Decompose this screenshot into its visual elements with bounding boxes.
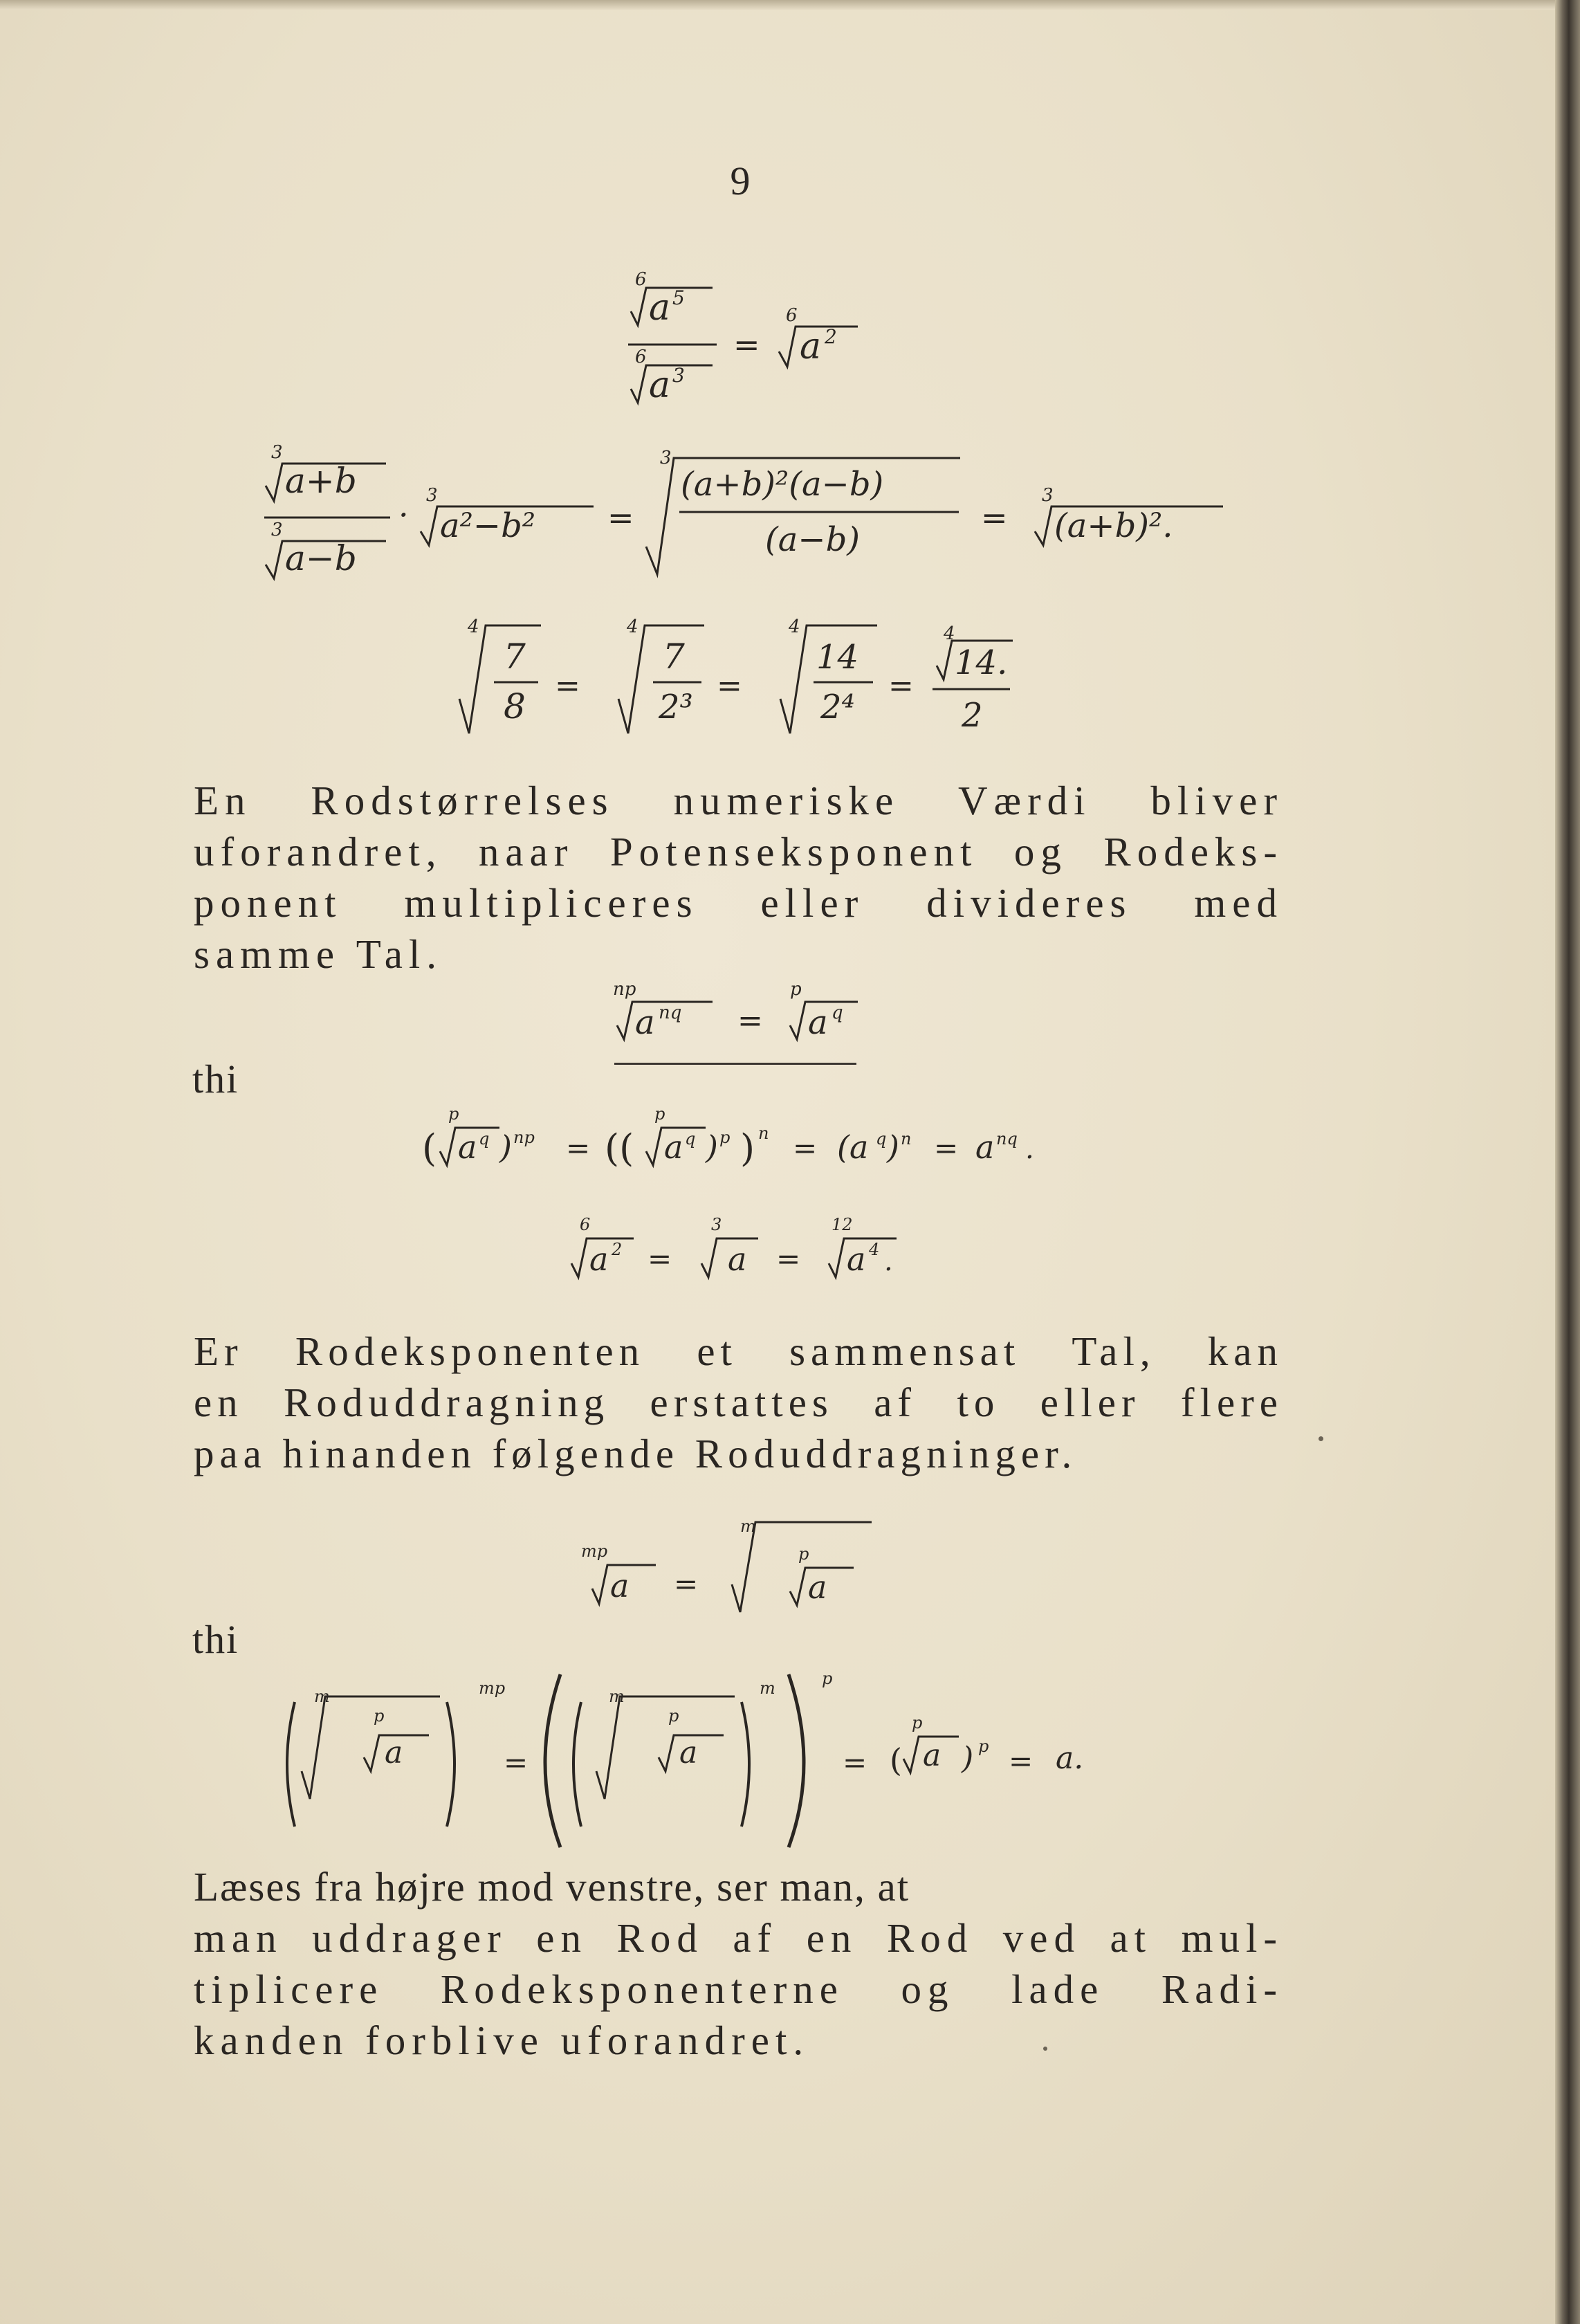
text-line: Læses fra højre mod venstre, ser man, at bbox=[194, 1864, 910, 1910]
svg-text:a: a bbox=[800, 326, 822, 367]
svg-text:a: a bbox=[610, 1567, 630, 1604]
text-line: kanden forblive uforandret. bbox=[194, 2018, 810, 2063]
svg-text:a: a bbox=[458, 1128, 477, 1166]
text-line: uforandret, naar Potenseksponent og Rodeks- bbox=[194, 829, 1283, 875]
text-line: samme Tal. bbox=[194, 931, 443, 977]
svg-text:=: = bbox=[555, 668, 580, 704]
svg-text:): ) bbox=[887, 1128, 899, 1166]
svg-text:3: 3 bbox=[271, 520, 283, 540]
svg-text:=: = bbox=[1009, 1744, 1034, 1778]
svg-text:np: np bbox=[513, 1128, 535, 1147]
svg-text:7: 7 bbox=[663, 637, 685, 677]
svg-text:=: = bbox=[793, 1131, 818, 1165]
svg-text:p: p bbox=[822, 1669, 833, 1688]
svg-text:p: p bbox=[790, 979, 802, 1000]
svg-text:((: (( bbox=[605, 1126, 634, 1170]
svg-text:2: 2 bbox=[962, 696, 983, 735]
svg-text:=: = bbox=[737, 1003, 763, 1039]
text-line: tiplicere Rodeksponenterne og lade Radi- bbox=[194, 1966, 1283, 2012]
svg-text:4: 4 bbox=[789, 616, 800, 637]
page-top-edge bbox=[0, 0, 1580, 10]
svg-text:(a+b)²(a−b): (a+b)²(a−b) bbox=[681, 465, 884, 504]
svg-text:a: a bbox=[649, 365, 671, 406]
svg-text:6: 6 bbox=[635, 347, 647, 367]
ink-speck bbox=[1319, 1436, 1323, 1441]
text-line: ponent multipliceres eller divideres med bbox=[194, 880, 1283, 926]
svg-text:): ) bbox=[499, 1128, 512, 1166]
svg-text:6: 6 bbox=[635, 269, 647, 290]
svg-text:a: a bbox=[635, 1003, 655, 1042]
svg-text:3: 3 bbox=[711, 1215, 722, 1234]
svg-text:q: q bbox=[479, 1129, 490, 1149]
svg-text:m: m bbox=[314, 1687, 330, 1706]
svg-text:3: 3 bbox=[271, 442, 283, 463]
svg-text:2³: 2³ bbox=[659, 688, 693, 726]
svg-text:=: = bbox=[674, 1567, 699, 1601]
svg-text:=: = bbox=[776, 1242, 801, 1276]
svg-text:14: 14 bbox=[816, 638, 859, 677]
svg-text:): ) bbox=[740, 1126, 755, 1170]
svg-text:·: · bbox=[398, 496, 409, 533]
text-line: Er Rodeksponenten et sammensat Tal, kan bbox=[194, 1328, 1283, 1374]
svg-text:np: np bbox=[613, 979, 636, 1000]
formula-1 bbox=[623, 270, 872, 422]
svg-text:q: q bbox=[832, 1003, 843, 1023]
svg-text:12: 12 bbox=[832, 1215, 853, 1234]
svg-text:a: a bbox=[664, 1128, 683, 1166]
paragraph-read-right-to-left bbox=[194, 1861, 1283, 2066]
formula-underline bbox=[614, 1063, 856, 1065]
svg-text:=: = bbox=[647, 1242, 672, 1276]
svg-text:a: a bbox=[847, 1241, 866, 1278]
svg-text:4: 4 bbox=[627, 616, 639, 637]
svg-text:=: = bbox=[607, 499, 634, 536]
svg-text:3: 3 bbox=[1042, 485, 1054, 506]
svg-text:5: 5 bbox=[672, 286, 685, 309]
svg-text:(a+b)².: (a+b)². bbox=[1054, 506, 1173, 545]
svg-text:nq: nq bbox=[659, 1003, 682, 1023]
svg-text:8: 8 bbox=[504, 686, 526, 726]
page-binding-edge bbox=[1555, 0, 1580, 2324]
svg-text:a: a bbox=[808, 1003, 828, 1042]
svg-text:a: a bbox=[679, 1735, 698, 1771]
svg-text:=: = bbox=[566, 1131, 591, 1165]
formula-6 bbox=[566, 1211, 926, 1294]
svg-text:nq: nq bbox=[996, 1129, 1018, 1149]
svg-text:=: = bbox=[843, 1746, 867, 1779]
svg-text:mp: mp bbox=[581, 1541, 608, 1561]
svg-text:.: . bbox=[884, 1245, 893, 1277]
formula-8 bbox=[274, 1660, 1194, 1840]
svg-text:m: m bbox=[740, 1517, 756, 1536]
formula-3 bbox=[451, 616, 1046, 754]
svg-text:=: = bbox=[733, 326, 760, 363]
svg-text:p: p bbox=[668, 1706, 679, 1726]
svg-text:a: a bbox=[649, 287, 671, 329]
text-line: man uddrager en Rod af en Rod ved at mul- bbox=[194, 1915, 1283, 1961]
svg-text:p: p bbox=[374, 1706, 385, 1726]
ink-speck bbox=[1043, 2047, 1047, 2051]
svg-text:m: m bbox=[609, 1687, 625, 1706]
svg-text:=: = bbox=[504, 1746, 529, 1779]
svg-text:n: n bbox=[758, 1124, 769, 1143]
svg-text:4: 4 bbox=[869, 1240, 880, 1259]
formula-7 bbox=[574, 1508, 879, 1647]
svg-text:p: p bbox=[912, 1713, 923, 1732]
svg-text:14.: 14. bbox=[955, 643, 1008, 682]
svg-text:2: 2 bbox=[825, 325, 837, 348]
svg-text:): ) bbox=[962, 1741, 974, 1776]
svg-text:=: = bbox=[717, 668, 742, 704]
page-number: 9 bbox=[730, 158, 751, 203]
svg-text:2: 2 bbox=[612, 1240, 623, 1259]
svg-text:6: 6 bbox=[786, 305, 798, 326]
svg-text:a−b: a−b bbox=[285, 538, 357, 578]
svg-text:m: m bbox=[760, 1678, 775, 1698]
svg-text:a: a bbox=[808, 1568, 827, 1606]
formula-4 bbox=[609, 976, 872, 1065]
formula-5 bbox=[422, 1100, 1155, 1183]
svg-text:(: ( bbox=[890, 1741, 902, 1779]
svg-text:a: a bbox=[975, 1128, 995, 1166]
svg-text:a: a bbox=[385, 1735, 403, 1771]
svg-text:7: 7 bbox=[504, 637, 526, 677]
svg-text:4: 4 bbox=[944, 623, 955, 644]
text-line: paa hinanden følgende Roduddragninger. bbox=[194, 1431, 1078, 1476]
svg-text:p: p bbox=[978, 1737, 989, 1756]
svg-text:(a: (a bbox=[837, 1128, 869, 1166]
svg-text:p: p bbox=[719, 1128, 731, 1147]
svg-text:a²−b²: a²−b² bbox=[440, 506, 536, 545]
svg-text:p: p bbox=[798, 1544, 809, 1564]
svg-text:a: a bbox=[923, 1738, 941, 1773]
svg-text:=: = bbox=[934, 1131, 959, 1165]
paragraph-root-exponent-rule bbox=[194, 775, 1283, 980]
svg-text:a: a bbox=[728, 1241, 747, 1278]
text-line: en Roduddragning erstattes af to eller flere bbox=[194, 1380, 1283, 1425]
svg-text:n: n bbox=[901, 1129, 912, 1149]
svg-text:=: = bbox=[981, 499, 1008, 536]
svg-text:3: 3 bbox=[660, 448, 672, 468]
svg-text:(a−b): (a−b) bbox=[765, 520, 861, 559]
thi-label-1: thi bbox=[192, 1056, 239, 1101]
svg-text:4: 4 bbox=[468, 616, 479, 637]
svg-text:a+b: a+b bbox=[285, 461, 357, 501]
svg-text:2⁴: 2⁴ bbox=[820, 688, 855, 726]
svg-text:q: q bbox=[685, 1129, 696, 1149]
svg-text:q: q bbox=[876, 1129, 887, 1149]
svg-text:): ) bbox=[706, 1128, 718, 1166]
svg-text:a: a bbox=[589, 1241, 609, 1278]
svg-text:=: = bbox=[888, 668, 914, 704]
svg-text:.: . bbox=[1025, 1133, 1034, 1165]
thi-label-2: thi bbox=[192, 1617, 239, 1662]
svg-text:a.: a. bbox=[1056, 1741, 1084, 1776]
svg-text:p: p bbox=[654, 1104, 665, 1124]
svg-text:3: 3 bbox=[426, 485, 438, 506]
text-line: En Rodstørrelses numeriske Værdi bliver bbox=[194, 778, 1283, 823]
svg-text:mp: mp bbox=[479, 1678, 506, 1698]
formula-2 bbox=[261, 443, 1244, 609]
svg-text:(: ( bbox=[422, 1126, 437, 1170]
svg-text:3: 3 bbox=[672, 364, 685, 387]
svg-text:6: 6 bbox=[580, 1215, 591, 1234]
paragraph-composite-exponent bbox=[194, 1326, 1283, 1479]
svg-text:p: p bbox=[448, 1104, 459, 1124]
